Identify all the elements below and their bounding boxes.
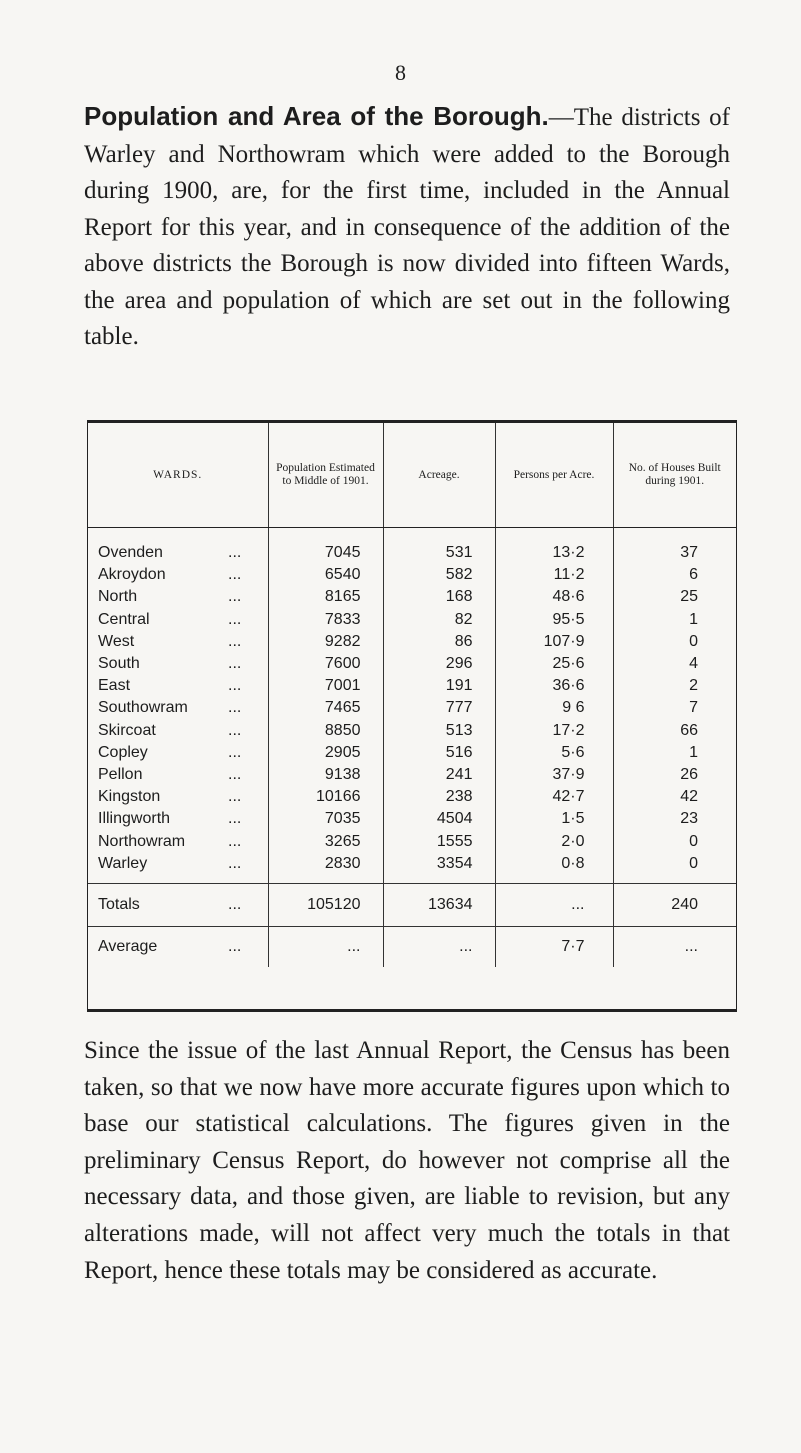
ward-name-text: South [98, 655, 140, 673]
ward-name-text: East [98, 677, 131, 695]
acreage-cell [383, 586, 495, 608]
acreage-cell [383, 926, 495, 967]
ward-name-text: Ovenden [98, 544, 163, 562]
acreage-cell [383, 697, 495, 719]
acreage-cell-text: 582 [445, 566, 473, 584]
houses-built-cell-text: 25 [680, 588, 698, 606]
houses-built-cell-text: 37 [680, 544, 698, 562]
persons-per-acre-cell-text: 25·6 [552, 655, 585, 673]
population-cell [268, 653, 383, 675]
population-cell-text: 7600 [324, 655, 361, 673]
ward-name [88, 720, 268, 742]
acreage-cell [383, 528, 495, 565]
houses-built-cell [613, 764, 736, 786]
acreage-cell [383, 830, 495, 852]
houses-built-cell-text: 66 [680, 721, 698, 739]
table-row [88, 675, 736, 697]
population-cell [268, 528, 383, 565]
houses-built-cell-text: 0 [689, 832, 698, 850]
population-cell [268, 808, 383, 830]
persons-per-acre-cell [495, 564, 613, 586]
acreage-cell [383, 883, 495, 926]
leader-dots: ... [228, 677, 242, 695]
population-cell [268, 742, 383, 764]
leader-dots: ... [228, 854, 242, 872]
table-row [88, 808, 736, 830]
table-row [88, 786, 736, 808]
population-cell-text: 8850 [324, 721, 361, 739]
totals-row [88, 883, 736, 926]
ward-name-text: Totals [98, 895, 140, 913]
persons-per-acre-cell-text: 5·6 [561, 743, 585, 761]
persons-per-acre-cell-text: ... [571, 895, 585, 913]
ward-name-text: Kingston [98, 788, 161, 806]
header-houses-built: No. of Houses Built during 1901. [613, 423, 736, 528]
intro-paragraph [84, 98, 730, 356]
ward-name [88, 742, 268, 764]
houses-built-cell-text: ... [684, 937, 698, 955]
average-row [88, 926, 736, 967]
population-cell [268, 853, 383, 884]
acreage-cell [383, 786, 495, 808]
table-row [88, 586, 736, 608]
table-row [88, 609, 736, 631]
ward-name [88, 609, 268, 631]
population-cell-text: 7035 [324, 810, 361, 828]
ward-name [88, 697, 268, 719]
table-row [88, 653, 736, 675]
houses-built-cell [613, 808, 736, 830]
houses-built-cell-text: 6 [689, 566, 698, 584]
leader-dots: ... [228, 566, 242, 584]
acreage-cell-text: 238 [445, 788, 473, 806]
ward-name [88, 631, 268, 653]
persons-per-acre-cell [495, 675, 613, 697]
persons-per-acre-cell [495, 786, 613, 808]
ward-name-text: Illingworth [98, 810, 171, 828]
leader-dots: ... [228, 544, 242, 562]
ward-name [88, 926, 268, 967]
population-cell-text: 2905 [324, 743, 361, 761]
population-cell-text: ... [347, 937, 361, 955]
population-cell-text: 7001 [324, 677, 361, 695]
population-cell [268, 675, 383, 697]
population-cell-text: 105120 [307, 895, 361, 913]
houses-built-cell [613, 609, 736, 631]
header-wards: WARDS. [88, 423, 268, 528]
persons-per-acre-cell-text: 36·6 [552, 677, 585, 695]
houses-built-cell [613, 853, 736, 884]
persons-per-acre-cell [495, 631, 613, 653]
houses-built-cell-text: 240 [671, 895, 698, 913]
leader-dots: ... [228, 721, 242, 739]
persons-per-acre-cell [495, 586, 613, 608]
population-cell [268, 720, 383, 742]
persons-per-acre-cell-text: 17·2 [552, 721, 585, 739]
persons-per-acre-cell [495, 742, 613, 764]
ward-name-text: Northowram [98, 832, 186, 850]
ward-name [88, 653, 268, 675]
ward-name [88, 853, 268, 884]
acreage-cell-text: 86 [454, 632, 473, 650]
ward-name [88, 808, 268, 830]
acreage-cell-text: 241 [445, 765, 473, 783]
acreage-cell [383, 631, 495, 653]
leader-dots: ... [228, 937, 242, 955]
population-cell [268, 631, 383, 653]
table-row [88, 697, 736, 719]
acreage-cell-text: 4504 [436, 810, 473, 828]
ward-name [88, 786, 268, 808]
acreage-cell [383, 653, 495, 675]
ward-name-text: Copley [98, 743, 148, 761]
leader-dots: ... [228, 632, 242, 650]
population-cell [268, 697, 383, 719]
ward-name [88, 528, 268, 565]
persons-per-acre-cell-text: 1·5 [561, 810, 585, 828]
population-cell-text: 10166 [316, 788, 361, 806]
houses-built-cell-text: 23 [680, 810, 698, 828]
ward-name-text: Central [98, 610, 150, 628]
houses-built-cell [613, 830, 736, 852]
acreage-cell-text: 513 [445, 721, 473, 739]
leader-dots: ... [228, 699, 242, 717]
acreage-cell-text: 13634 [428, 895, 473, 913]
population-cell [268, 883, 383, 926]
population-cell [268, 786, 383, 808]
table-row [88, 764, 736, 786]
table-row [88, 742, 736, 764]
persons-per-acre-cell [495, 926, 613, 967]
leader-dots: ... [228, 610, 242, 628]
persons-per-acre-cell-text: 37·9 [552, 765, 585, 783]
persons-per-acre-cell [495, 808, 613, 830]
ward-name-text: North [98, 588, 138, 606]
acreage-cell-text: 82 [454, 610, 473, 628]
ward-name [88, 830, 268, 852]
population-cell-text: 7833 [324, 610, 361, 628]
acreage-cell-text: 777 [445, 699, 473, 717]
persons-per-acre-cell-text: 11·2 [553, 566, 585, 584]
houses-built-cell-text: 2 [689, 677, 698, 695]
acreage-cell [383, 675, 495, 697]
population-cell [268, 564, 383, 586]
ward-name-text: Pellon [98, 765, 143, 783]
acreage-cell-text: 168 [445, 588, 473, 606]
houses-built-cell [613, 883, 736, 926]
table-row [88, 564, 736, 586]
houses-built-cell-text: 26 [680, 765, 698, 783]
table-header-row [88, 423, 736, 528]
acreage-cell-text: 516 [445, 743, 473, 761]
ward-name [88, 586, 268, 608]
ward-name-text: Skircoat [98, 721, 156, 739]
leader-dots: ... [228, 765, 242, 783]
persons-per-acre-cell-text: 0·8 [561, 854, 585, 872]
houses-built-cell [613, 675, 736, 697]
persons-per-acre-cell-text: 9 6 [562, 699, 585, 717]
acreage-cell [383, 764, 495, 786]
houses-built-cell-text: 1 [689, 610, 698, 628]
persons-per-acre-cell [495, 853, 613, 884]
population-cell-text: 8165 [324, 588, 361, 606]
persons-per-acre-cell-text: 42·7 [552, 788, 585, 806]
houses-built-cell [613, 586, 736, 608]
population-cell [268, 609, 383, 631]
houses-built-cell [613, 742, 736, 764]
header-acreage: Acreage. [383, 423, 495, 528]
leader-dots: ... [228, 832, 242, 850]
ward-name [88, 564, 268, 586]
acreage-cell-text: ... [459, 937, 473, 955]
persons-per-acre-cell-text: 107·9 [543, 632, 585, 650]
closing-paragraph: Since the issue of the last Annual Report, the Census has been taken, so that we now have more accurate figures upon which to base our statistical calculations. The figures given in the preliminary Census Report, do however not comprise all the necessary data, and those given, are liable to revision, but any alterations made, will not affect very much the totals in that Report, hence these totals may be considered as accurate. [84, 1037, 730, 1284]
population-cell [268, 586, 383, 608]
leader-dots: ... [228, 588, 242, 606]
acreage-cell [383, 742, 495, 764]
leader-dots: ... [228, 810, 242, 828]
leader-dots: ... [228, 895, 242, 913]
acreage-cell-text: 3354 [436, 854, 473, 872]
houses-built-cell [613, 564, 736, 586]
houses-built-cell-text: 1 [689, 743, 698, 761]
header-persons-per-acre: Persons per Acre. [495, 423, 613, 528]
acreage-cell-text: 531 [445, 544, 473, 562]
houses-built-cell-text: 7 [689, 699, 698, 717]
persons-per-acre-cell-text: 7·7 [561, 937, 585, 955]
ward-name-text: Warley [98, 854, 148, 872]
houses-built-cell-text: 42 [680, 788, 698, 806]
ward-name [88, 883, 268, 926]
table-row [88, 631, 736, 653]
leader-dots: ... [228, 655, 242, 673]
ward-name-text: West [98, 632, 135, 650]
persons-per-acre-cell-text: 95·5 [552, 610, 585, 628]
population-cell-text: 2830 [324, 854, 361, 872]
section-heading: Population and Area of the Borough. [84, 101, 549, 131]
population-cell-text: 6540 [324, 566, 361, 584]
houses-built-cell-text: 0 [689, 854, 698, 872]
ward-name-text: Akroydon [98, 566, 166, 584]
ward-name [88, 764, 268, 786]
persons-per-acre-cell [495, 528, 613, 565]
houses-built-cell [613, 631, 736, 653]
wards-table-container [87, 420, 737, 1012]
acreage-cell [383, 609, 495, 631]
persons-per-acre-cell [495, 697, 613, 719]
persons-per-acre-cell [495, 720, 613, 742]
acreage-cell-text: 296 [445, 655, 473, 673]
table-row [88, 830, 736, 852]
persons-per-acre-cell [495, 830, 613, 852]
houses-built-cell [613, 528, 736, 565]
acreage-cell-text: 191 [445, 677, 473, 695]
acreage-cell [383, 808, 495, 830]
houses-built-cell [613, 720, 736, 742]
table-row [88, 720, 736, 742]
persons-per-acre-cell [495, 883, 613, 926]
ward-name-text: Average [98, 937, 158, 955]
persons-per-acre-cell-text: 48·6 [552, 588, 585, 606]
wards-table [88, 423, 736, 967]
population-cell [268, 830, 383, 852]
population-cell-text: 7465 [324, 699, 361, 717]
population-cell [268, 764, 383, 786]
persons-per-acre-cell-text: 2·0 [561, 832, 585, 850]
persons-per-acre-cell [495, 764, 613, 786]
persons-per-acre-cell-text: 13·2 [552, 544, 585, 562]
acreage-cell-text: 1555 [436, 832, 473, 850]
leader-dots: ... [228, 743, 242, 761]
persons-per-acre-cell [495, 609, 613, 631]
acreage-cell [383, 853, 495, 884]
ward-name-text: Southowram [98, 699, 188, 717]
population-cell-text: 3265 [324, 832, 361, 850]
houses-built-cell-text: 0 [689, 632, 698, 650]
houses-built-cell [613, 786, 736, 808]
acreage-cell [383, 720, 495, 742]
houses-built-cell-text: 4 [689, 655, 698, 673]
acreage-cell [383, 564, 495, 586]
leader-dots: ... [228, 788, 242, 806]
header-population: Population Estimated to Middle of 1901. [268, 423, 383, 528]
table-row [88, 853, 736, 884]
houses-built-cell [613, 697, 736, 719]
table-body [88, 528, 736, 967]
intro-text: —The districts of Warley and Northowram which were added to the Borough during 1900, are, for the first time, included in the Annual Report for this year, and in consequence of the addition of the above districts the Borough is now divided into fifteen Wards, the area and population of which are set out in the following table. [84, 104, 730, 350]
population-cell-text: 9138 [324, 765, 361, 783]
population-cell [268, 926, 383, 967]
ward-name [88, 675, 268, 697]
persons-per-acre-cell [495, 653, 613, 675]
houses-built-cell [613, 926, 736, 967]
page-number: 8 [395, 60, 406, 85]
population-cell-text: 7045 [324, 544, 361, 562]
population-cell-text: 9282 [324, 632, 361, 650]
houses-built-cell [613, 653, 736, 675]
table-row [88, 528, 736, 565]
